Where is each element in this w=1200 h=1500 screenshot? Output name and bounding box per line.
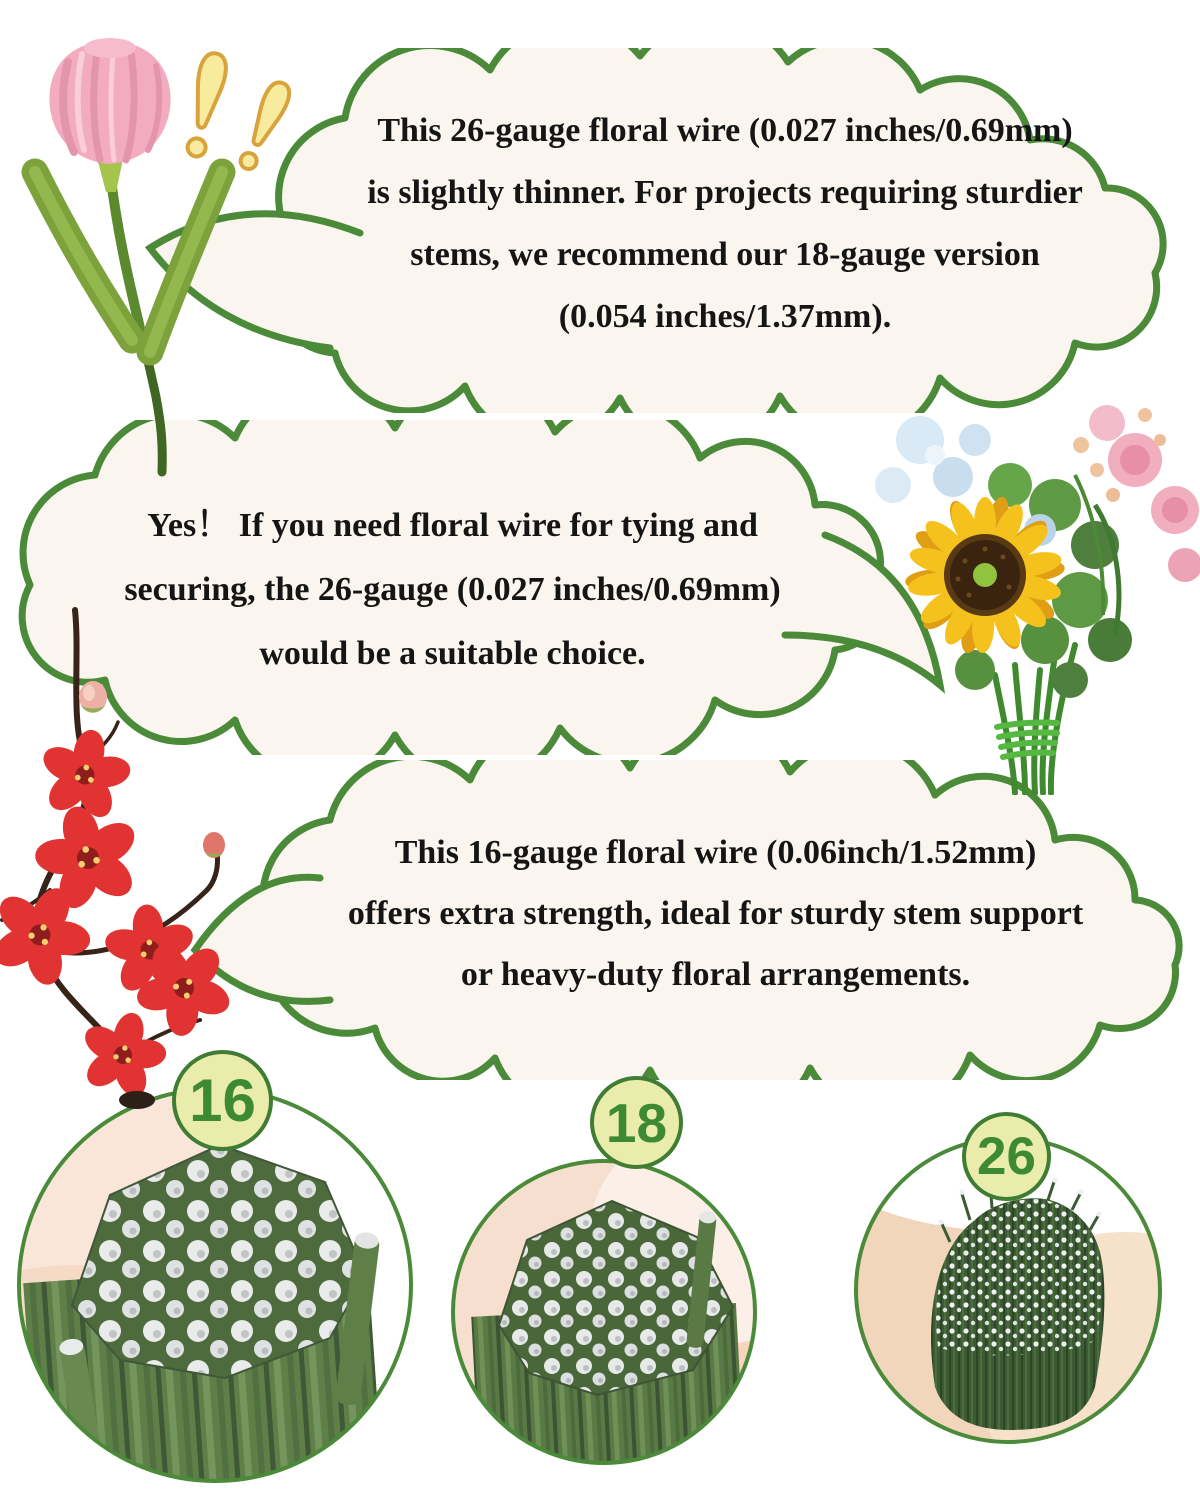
bubble-line: (0.054 inches/1.37mm).	[558, 298, 892, 335]
bubble-line: offers extra strength, ideal for sturdy stem support	[347, 895, 1084, 932]
exclamation-icon	[182, 51, 294, 173]
gauge-badge-16: 16	[172, 1050, 273, 1151]
bubble-26-gauge-text	[285, 100, 1165, 348]
wire-photo-18-gauge	[447, 1155, 761, 1469]
bubble-line: would be a suitable choice.	[259, 635, 646, 672]
bubble-tying-text	[25, 494, 880, 686]
gauge-badge-18: 18	[590, 1076, 683, 1169]
gauge-badge-26: 26	[962, 1112, 1051, 1201]
tulip-head	[49, 38, 170, 164]
branch-base	[119, 1091, 155, 1109]
bouquet-illustration	[845, 385, 1200, 795]
bubble-line: is slightly thinner. For projects requiring sturdier	[367, 174, 1083, 211]
bubble-line: stems, we recommend our 18-gauge version	[410, 236, 1040, 273]
bubble-line: Yes！ If you need floral wire for tying and	[147, 507, 758, 544]
bubble-16-gauge-text	[268, 822, 1163, 1005]
bubble-line: This 16-gauge floral wire (0.06inch/1.52mm)	[394, 834, 1037, 871]
bubble-line: or heavy-duty floral arrangements.	[460, 956, 971, 993]
tulip-leaf	[150, 172, 222, 352]
bubble-line: securing, the 26-gauge (0.027 inches/0.69mm)	[124, 571, 781, 608]
plum-blossom	[68, 1001, 178, 1108]
bubble-line: This 26-gauge floral wire (0.027 inches/0.69mm)	[377, 112, 1073, 149]
plum-bud	[203, 832, 225, 858]
